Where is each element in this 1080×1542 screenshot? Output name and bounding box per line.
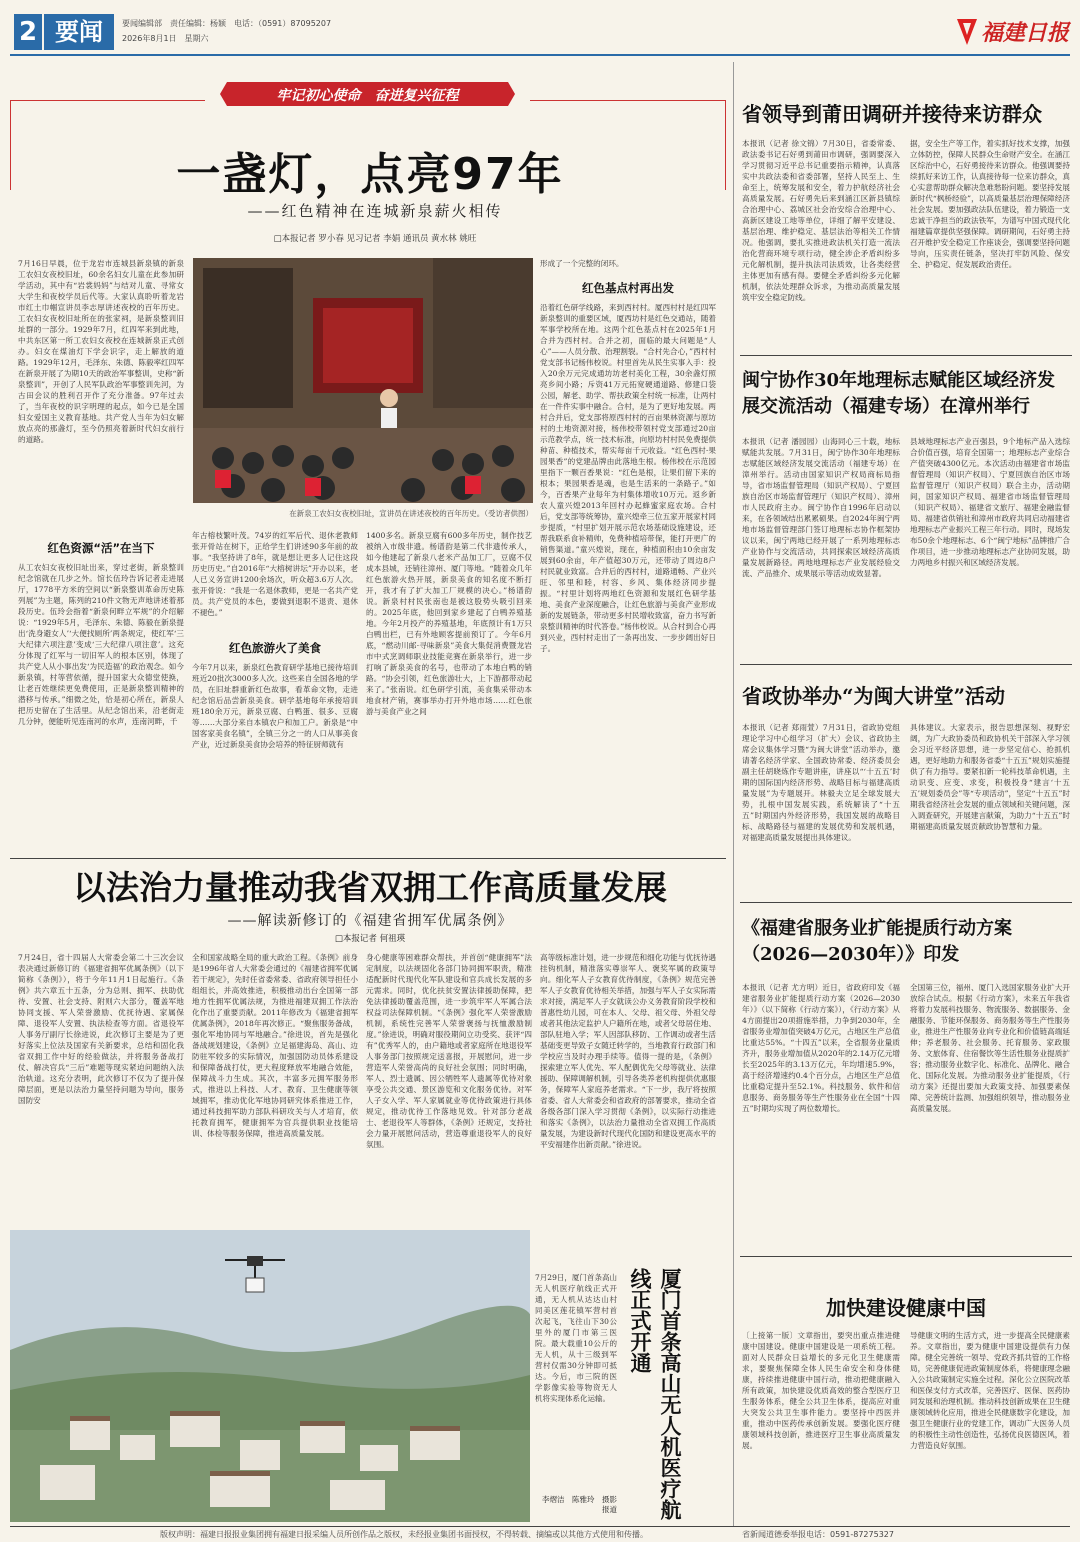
article1-col4-lead: 形成了一个完整的闭环。 — [540, 259, 624, 268]
right5-col1: 〔上接第一版〕文章指出，要突出重点推进健康中国建设。健康中国建设是一项系统工程。面对人民群众日益增长的多元化卫生健康需求，要聚焦保障全体人民生命安全和身体健康，持续推进健康中国行动，推动把健康融入所有政策，加快建设优质高效的整合型医疗卫生服务体系，健全公共卫生体系，提高应对重大突发公共卫生事件能力。要坚持中西医并重，推动中医药传承创新发展。要强化医疗健康领域科技创新，推进医疗卫生事业高质量发展。 — [742, 1331, 900, 1450]
article1-col1: 7月16日早晨，位于龙岩市连城县新泉镇的新泉工农妇女夜校旧址，60余名妇女儿童在此参加研学活动，其中有“岩裳妈妈”与结对儿童、寻常女大学生和夜校学员后代等。大家认真聆听着龙岩市红土巾帼宣讲员李志厚讲述夜校的百年历史。工农妇女夜校旧址所在的张家祠，是新泉整训旧址群的一部分。1929年7月，红四军来到此地，中共东区第一所工农妇女夜校在连城新泉正式创办。妇女在煤油灯下学会识字，走上解放的道路。1929年12月，毛泽东、朱德、陈毅率红四军在新泉开展了为期10天的政治军事整训，史称“新泉整训”，开创了人民军队政治军事整训先河，为古田会议的胜利召开作了充分准备。97年过去了，当年夜校的识字明理的起点，如今已是全国妇女爱国主义教育基地。共产党人当年为妇女解放点亮的那盏灯，至今仍照亮着新时代妇女前行的道路。 — [18, 259, 184, 444]
banner-text: 牢记初心使命 奋进复兴征程 — [276, 88, 459, 104]
article1-frame-top-right — [530, 100, 725, 101]
masthead-rule — [10, 54, 1070, 56]
right-column-divider — [733, 62, 734, 1527]
banner — [215, 78, 520, 110]
right5-top-rule — [740, 1256, 1072, 1257]
article1-col1-body: 从工农妇女夜校旧址出来，穿过老街，新泉整训纪念馆就在几步之外。馆长伍玲告诉记者走进展厅，1778平方米的空间以“新泉整训革命历史陈列展”为主题，陈列的210件文物无声地讲述着那段历史。伍玲会指着“新泉何畔立军规”的介绍解说：“1929年5月，毛泽东、朱德、陈毅在新泉提出‘洗身避女人’‘大便找厕所’两条规定，使红军‘三大纪律六项注意’变成‘三大纪律八项注意’。这充分体现了红军与一切旧军人的根本区别，体现了共产党人从小事出发‘为民造福’的政治观念。如今新泉镇，村等营依循，提升国家大众德堂使换，让老百姓继续更免费使用，正是新泉整训精神的潜移与传承。”细微之处，恰是初心所在，新泉人把历史留在了生活里。从纪念馆出来，沿老街走几分钟，便能听见连南河的水声，连南河畔，千 — [18, 563, 184, 726]
right4-col1: 本报讯（记者 尤方明）近日，省政府印发《福建省服务业扩能提质行动方案（2026—2030年）》（以下简称《行动方案》），《行动方案》从4方面提出20项措施举措，力争到2030年，全省服务业增加值突破4万亿元，占地区生产总值比重达55%。“十四五”以来，全省服务业量质齐升，服务业增加值从2020年的2.14万亿元增长至2025年的3.13万亿元，年均增速5.9%，高于经济增速约0.4个百分点，占地区生产总值比重稳定提升至52.1%。科技服务、软件和信息服务、商务服务等生产性服务业在全国“十四五”时期均实现了两位数增长。 — [742, 983, 900, 1113]
footer-copyright: 版权声明：福建日报报业集团拥有福建日报采编人员所创作品之版权，未经报业集团书面授权，不得转载、摘编或以其他方式使用和传播。 — [160, 1530, 648, 1539]
right4-title: 《福建省服务业扩能提质行动方案（2026—2030年）》印发 — [742, 918, 1012, 965]
right1-title: 省领导到莆田调研并接待来访群众 — [742, 102, 1042, 126]
date-line: 2026年8月1日 星期六 — [122, 34, 209, 43]
logo — [955, 14, 1070, 50]
article2-byline: □本报记者 何祖瑛 — [334, 934, 406, 944]
article2-subtitle: ——解读新修订的《福建省拥军优属条例》 — [227, 913, 513, 929]
photo-story-text: 7月29日，厦门首条高山无人机医疗航线正式开通，无人机从达达山村同美区莲花镇军营村首次起飞，飞往山下30公里外的厦门市第三医院。最大载重10公斤的无人机，从十三级到军营村仅需30分钟即可抵达。今后，市三院的医学影像实验等物资无人机将实现体系化运输。 — [535, 1273, 617, 1403]
article1-col2-subhead: 红色旅游火了美食 — [229, 641, 321, 655]
photo-story-title-text: 厦门首条高山无人机医疗航线正式开通 — [628, 1268, 682, 1520]
article1-byline: □本报记者 罗小春 见习记者 李娟 通讯员 黄水林 姚旺 — [273, 234, 477, 244]
article1-title: 一盏灯，点亮97年 — [176, 149, 564, 200]
right1-col1: 本报讯（记者 徐文锦）7月30日，省委常委、政法委书记石好勇到莆田市调研，强调要深入学习贯彻习近平总书记重要指示精神，认真落实中共政法委和省委部署，坚持人民至上、生命至上，统筹发展和安全，着力护航经济社会高质量发展。石好勇先后来到涵江区新县镇综合治理中心、荔城区社会治安综合治理中心、高新区建设工地等单位，详细了解平安建设、基层治理、维护稳定、基层法治等相关工作情况。他强调，要扎实推进政法机关打造一流法治化营商环境专项行动，健全涉企矛盾纠纷多元化解机制，提升执法司法质效，让各类经营主体更加有感有得。要健全矛盾纠纷多元化解机制，依法处理群众诉求，为推动高质量发展筑牢安全稳定防线。 — [742, 139, 900, 302]
footer-rule — [10, 1526, 1070, 1527]
photo-story-credit: 李熠洁 陈雅玲 摄影报道 — [542, 1495, 617, 1514]
classroom-photo — [193, 258, 533, 503]
right3-col2: 具体建议。大家表示，报告思想深刻、视野宏阔，为广大政协委员和政协机关干部深入学习领会习近平经济思想，进一步坚定信心、抢抓机遇，更好地助力和服务省委“十五五”规划实施提供了有力指导。要紧扣新一轮科技革命机遇，主动识变、应变、求变，积极投身“建言‘十五五’规划委员会”等“专项活动”，坚定“十五五”时期我省经济社会发展的重点领域和关键问题，深入调查研究，开展建言献策，为助力“十五五”时期福建高质量发展贡献政协智慧和力量。 — [910, 723, 1070, 831]
right2-top-rule — [740, 355, 1072, 356]
page-number-badge — [14, 14, 42, 50]
section-badge — [44, 14, 114, 50]
article1-subtitle: ——红色精神在连城新泉薪火相传 — [247, 202, 503, 220]
article2-top-rule — [10, 858, 726, 859]
right2-col1: 本报讯（记者 潘园园）山海同心三十载，地标赋能共发展。7月31日，闽宁协作30年地理标志赋能区域经济发展交流活动（福建专场）在漳州举行。活动由国家知识产权局商标局指导，省市场监督管理局（知识产权局）、宁夏回族自治区市场监督管理厅（知识产权局）、漳州市人民政府主办。闽宁协作自1996年启动以来，在各领域结出累累硕果。自2024年闽宁两地市场监督管理部门签订地理标志协作框架协议以来，闽宁两地已经开展了一系列地理标志产业协作与交流活动，共同探索区域经济高质量发展新路径。两地地理标志产业发展经验交流、产品推介、成果展示等活动成效显著。 — [742, 437, 900, 578]
article2-col3: 身心健康等困难群众帮扶，并首创“健康拥军”法定制度，以法规固化各部门协同拥军职责，精准适配新时代现代化军队建设和官兵成长发展的多元需求。同时，优化扶贫安置法律援助保障，把免法律援助覆盖范围，进一步筑牢军人军属合法权益司法保障机制。“《条例》强化军人荣誉激励机制，系统性完善军人荣誉褒扬与抚恤激励制度。”徐进说，明确对服役期间立功受奖、获评“四有”优秀军人的，由户籍地或者家庭所在地退役军人事务部门按照规定送喜报，开展慰问，进一步营造军人荣誉高尚的良好社会氛围；同时明确，军人、烈士遗属、因公牺牲军人遗属等优待对象享受公共交通、景区游览和文化服务优待。对军人子女入学、军人家属就业等优待政策进行具体规定，推动优待工作落地见效。针对部分老战士、老退役军人等群体，《条例》还规定，支持社会力量开展慰问活动，营造尊重退役军人的良好氛围。 — [366, 953, 532, 1149]
right2-title: 闽宁协作30年地理标志赋能区域经济发展交流活动（福建专场）在漳州举行 — [742, 370, 1056, 417]
article2-col4: 高等级标准计划，进一步规范和细化功能与优抚待遇挂钩机制，精准落实尊崇军人、褒奖军属的政策导向。细化军人子女教育优待制度，《条例》规范完善军人子女教育优待相关举措，加强与军人子女实际需求对接，满足军人子女就读公办义务教育阶段学校和普惠性幼儿园，可在本人、父母、祖父母、外祖父母或者其他法定监护人户籍所在地，或者父母居住地、部队驻地入学；军人因部队移防、工作调动或者生活基础变更导致子女随迁转学的，当地教育行政部门和学校应当及时办理手续等。值得一提的是，《条例》探索建立军人优先、军人配偶优先父母等就业、法律援助、保障调解机制，引导各类养老机构提供优惠服务，保障军人家庭养老需求。“下一步，我厅将按照省委、省人大常委会和省政府的部署要求，推动全省各级各部门深入学习贯彻《条例》，以实际行动推进和落实《条例》，以法治力量推动全省双拥工作高质量发展，为建设新时代现代化国防和建设更高水平的平安福建作出新贡献。”徐进说。 — [540, 953, 716, 1149]
article1-col4-subhead: 红色基点村再出发 — [582, 281, 674, 295]
footer-hotline: 省新闻道德委举报电话：0591-87275327 — [742, 1530, 894, 1539]
right3-col1: 本报讯（记者 郑雨萱）7月31日，省政协党组理论学习中心组学习（扩大）会议、省政协主席会议集体学习暨“为闽大讲堂”活动举办，邀请著名经济学家、全国政协常委、经济委员会副主任胡晓炼作专题讲座，讲座以“‘十五五’时期的国际国内经济形势、战略目标与福建高质量发展”为专题展开。林毅夫立足全球发展大势，扎根中国发展实践，系统解读了“十五五”时期国内外经济形势，我国发展的战略目标、战略路径与福建的发展优势和发展机遇，对福建高质量发展提出具体建议。 — [742, 723, 900, 842]
article1-frame-left — [10, 100, 11, 190]
right5-col2: 导健康文明的生活方式，进一步提高全民健康素养。文章指出，要为健康中国建设提供有力保障。健全完善统一领导、党政齐抓共管的工作格局，完善健康促进政策制度体系，将健康理念融入公共政策制定实施全过程。深化公立医院改革和医保支付方式改革，完善医疗、医保、医药协同发展和治理机制。推动科技创新成果在卫生健康领域转化应用，推进全民健康数字化建设，加强卫生健康行业的党建工作，调动广大医务人员的积极性主动性创造性，弘扬优良医德医风，着力营造良好氛围。 — [910, 1331, 1070, 1450]
right2-col2: 县域地理标志产业百强县，9个地标产品入选综合价值百强，培育全国第一；地理标志产业综合产值突破4300亿元。本次活动由福建省市场监督管理局（知识产权局）、宁夏回族自治区市场监督管理厅（知识产权局）联合主办，活动期间，国家知识产权局、福建省市场监督管理局（知识产权局）、福建省文旅厅、福建金融监督局、福建省供销社和漳州市政府共同启动福建省地理标志产业振兴工程三年行动。同时，现场发布50余个地理标志、6个“闽宁地标”品牌推广合作项目，进一步推动地理标志产业协同发展，助力两地乡村振兴和区域经济发展。 — [910, 437, 1070, 567]
article1-col2: 年古榕枝繁叶茂。74岁的红军后代、退休老教师张开骨站在树下，正给学生们讲述90多年前的故事。“我坚持讲了8年，就是想让更多人记住这段历史历史。”自2016年“大榕树讲坛”开办以来，老人已义务宣讲1200余场次，听众超3.6万人次。张开骨说：“我是一名退休教师，更是一名共产党员。共产党员的本色，要做到退职不退责、退休不褪色。” — [192, 531, 358, 617]
article2-title: 以法治力量推动我省双拥工作高质量发展 — [73, 868, 667, 907]
right4-top-rule — [740, 902, 1072, 903]
article1-photo — [193, 258, 533, 503]
article1-frame-right — [725, 100, 726, 190]
article1-frame-top-left — [10, 100, 205, 101]
right5-title: 加快建设健康中国 — [826, 1296, 986, 1320]
right3-title: 省政协举办“为闽大讲堂”活动 — [742, 684, 1006, 708]
photo-story-title — [625, 1268, 717, 1523]
right1-col2: 据，安全生产等工作，着实抓好技术支撑，加强立体防控，保障人民群众生命财产安全。在涵江区综治中心，石好勇接待来访群众。他强调要持续抓好来访工作，认真接待每一位来访群众，真心实意帮助群众解决急难愁盼问题。要坚持发展新时代“枫桥经验”，以高质量基层治理保障经济社会发展。要加强政法队伍建设，着力锻造一支忠诚干净担当的政法铁军，为谱写中国式现代化福建篇章提供坚强保障。调研期间，石好勇主持召开维护安全稳定工作座谈会，强调要坚持问题导向，压实责任链条，坚决打牢防风险、保安全、护稳定、促发展政治责任。 — [910, 139, 1070, 269]
article1-col4-body: 沿着红色研学线路，来到西村村。厦西村村是红四军新泉整训的重要区域，厦西坊村是红色交通站，随着军事学校所在地。这两个红色基点村在2025年1月合并为西村村。合并之初，面临的最大问题是“人心”——人员分散、治理割裂。“合村先合心，”西村村党支部书记杨伟校说。村里首先从民生实事入手：投入20余万元完成通坊坊老村美化工程，30余盏灯照亮乡间小路；斥资41万元拓宽硬通道路、修建口袋公园，解老、助学、帮扶政策全村统一标准，让两村在一件件实事中融合。合村，是为了更好地发展。两村合并后，党支部将原西村村的百亩果林资源与原坊村的土地资源对接，杨伟校带领村党支部通过20亩示范教学点，统一技术标准，向原坊村村民免费提供种苗、种植技术，帮实每亩千元收益。“红色西村·果园果香”的党建品牌由此落地生根。杨伟校在示范园里指下一颗百香果说：“红色是根，让果们留下来的根本；果园果香是魂，也是生活来的一条路子。”如今，百香果产业每年为村集体增收10万元。返乡新农人童兴煌2013年回村办起蜂蜜家庭农场。合村后，党支部等统筹协，童兴煌牵三位五家开展家村同步提质，“村里扩划开展示范农场基础设施建设，还帮我联系食补精帅，免费种植培带保，能打开更广的销售渠道。”童兴煌说，现在，种植面积由10余亩发展到60余亩，年产值超30万元，还带动了周边8户村民就业致富。合并后的西村村，道路通畅、产业兴旺、邻里和睦，村容、乡风、集体经济同步提振。“村里计划将两地红色资源和发展红色研学基地、美食产业深度融合，让红色旅游与美食产业形成新的发展链条，带动更多村民增收致富，奋力书写新泉整训精神的时代答卷。”杨伟校说。从合村到合心再到兴业，西村村走出了一条再出发、一步步阔出好日子。 — [540, 303, 716, 653]
logo-mark-icon — [955, 15, 979, 49]
page-number: 2 — [18, 17, 38, 47]
article1-col1-subhead: 红色资源“活”在当下 — [47, 541, 155, 555]
right3-top-rule — [740, 664, 1072, 665]
logo-text: 福建日报 — [981, 20, 1070, 46]
drone-photo — [10, 1230, 530, 1522]
editor-line: 要闻编辑部 责任编辑：杨颖 电话：（0591）87095207 — [122, 19, 332, 28]
section-name: 要闻 — [55, 18, 103, 46]
article1-col2-body: 今年7月以来，新泉红色教育研学基地已接待培训班近20批次3000多人次。这些来自全国各地的学员，在旧址群重新红色故事，看革命文物，走进纪念馆后品尝新泉美食。研学基地每年承接培训班180余万元，新泉豆腐、白鸭蛋、很多、豆腐等……大部分来自本镇农户和加工户。新泉是“中国客家美食名镇”，全镇三分之一的人口从事美食产业，近过新泉美食协会培养的特征厨师就有 — [192, 663, 358, 749]
article2-col2: 全和国家战略全局的重大政治工程。《条例》前身是1996年省人大常委会通过的《福建省拥军优属若干规定》，先时任省委常委、省政府领导担任小组组长，并高效推进，积极推动出台全国第一部地方性拥军优属法规，为推进福建双拥工作法治化作出了重要贡献。2011年修改为《福建省拥军优属条例》，2018年再次修正。“聚焦服务备战，强化军地协同与军地融合。”徐进说，首先是强化备战规划建设，《条例》立足福建海岛、高山、边防驻军较多的实际情况，加强国防动员体系建设和保障备战打仗，更大程度释放军地融合效能，保障战斗力生成。其次，丰富多元拥军服务形式，推进以上科技、人才、教育、卫生健康等领域拥军，推动优化军地协同研究体系推进工作，通过科技拥军助力部队科研攻关与人才培育，依托教育拥军，健康拥军为官兵提供职业技能培训、体检等服务保障，推进高质量发展。 — [192, 953, 358, 1138]
article2-col1: 7月24日，省十四届人大常委会第二十三次会议表决通过新修订的《福建省拥军优属条例》（以下简称《条例》），将于今年11月1日起施行。《条例》共六章五十五条，分为总则、拥军、扶助优待、安置、社会支持、附则六大部分，覆盖军地协同支援、军人荣誉激励、优抚待遇、家属保障、退役军人安置、执法检查等方面。省退役军人事务厅副厅长徐进说，此次修订主要是为了更好落实上位法及国家有关新要求，总结和固化我省双拥工作中好的经验做法，并将服务备战打仗、解决官兵“三后”难题等现实紧迫问题纳入法治轨道。这充分表明，此次修订不仅为了提升保障层面，更是以法治力量坚持问题为导向，服务国防安 — [18, 953, 184, 1105]
mountain-village-photo — [10, 1230, 530, 1522]
right4-col2: 全国第三位，福州、厦门入选国家服务业扩大开放综合试点。根据《行动方案》，未来五年我省将着力发展科技服务、物流服务、数据服务、金融服务、节能环保服务、商务服务等生产性服务业，推进生产性服务业向专业化和价值链高端延伸；养老服务、社会服务、托育服务、家政服务、文旅体育、住宿餐饮等生活性服务业提质扩容；推动服务业数字化、标准化、品牌化、融合化、国际化发展。为推动服务业扩能提质，《行动方案》还提出要加大政策支持、加强要素保障、完善统计监测、加强组织领导，推动服务业高质量发展。 — [910, 983, 1070, 1113]
article1-photo-caption: 在新泉工农妇女夜校旧址，宣讲员在讲述夜校的百年历史。（受访者供图） — [289, 509, 533, 518]
article1-col3: 1400多名。新泉豆腐有600多年历史，制作技艺被纳入市级非遗。杨谱韵是第二代非遗传承人，如今他建起了新泉八老米产品加工厂，豆腐不仅成本县城，还销往漳州、厦门等地。“随着众几年红色旅游火热开展，新泉美食的知名度不断打开，我才有了扩大加工厂规模的决心。”杨谱韵说。新泉村村民张南也是被这股势头吸引回来的。2025年底，他回到家乡建起了白鸭养殖基地。今年2月投产的养殖基地，年底预计有1万只白鸭出栏，已有外地顾客提前预订了。今年6月底，“燃动川邮·寻味新泉”美食大集促消费暨龙岩市中式烹调师职业技能竞赛在新泉举行，进一步打响了新泉美食的名号，也带动了本地白鸭的销路。“协会引领，红色旅游壮大，上下游都带动起来了。”张南说。红色研学引流，美食集采带动本地食材产销，赛事举办打开外地市场……红色旅游与美食产业之间 — [366, 531, 532, 716]
